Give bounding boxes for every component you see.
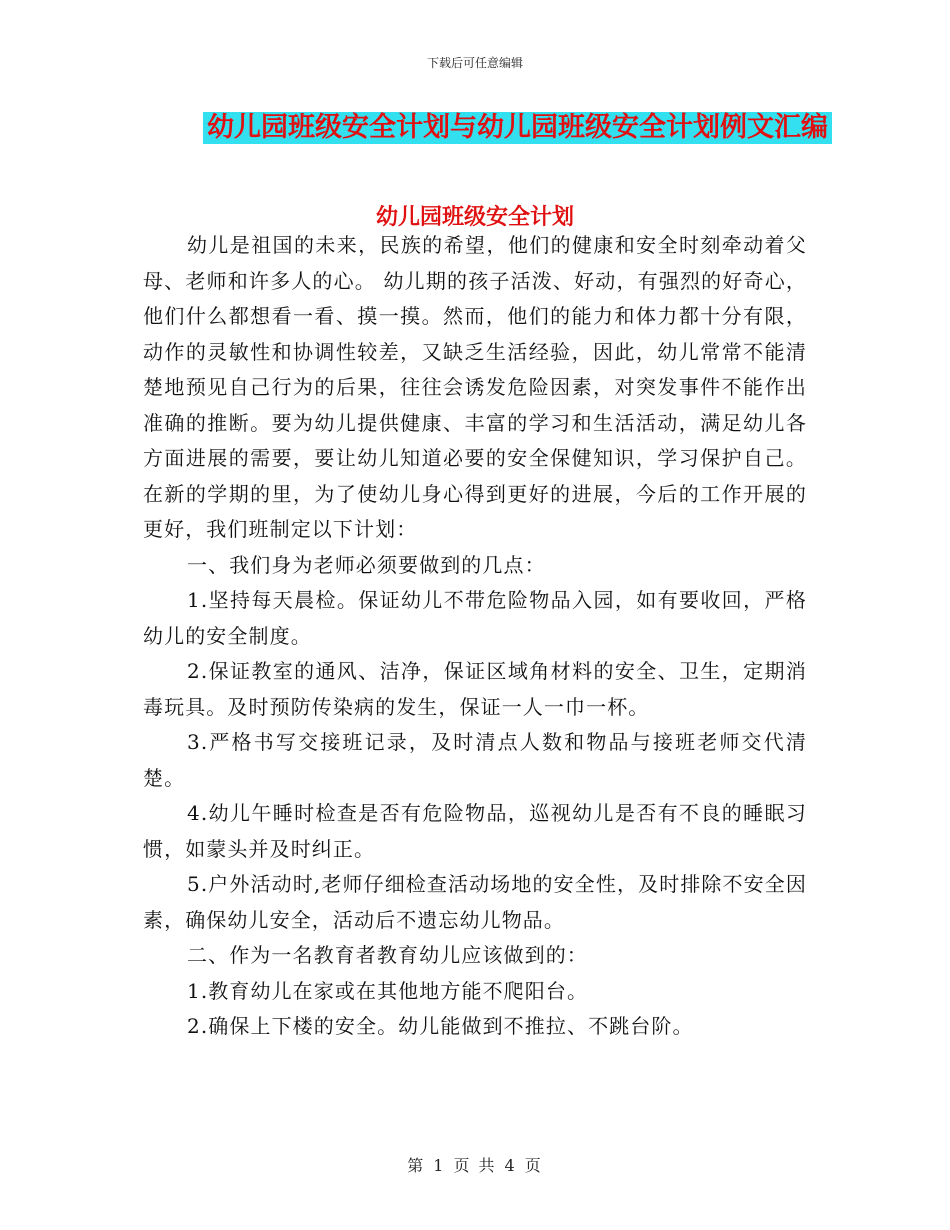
main-title-wrap <box>0 112 950 144</box>
footer-total-pages: 4 <box>504 1156 517 1175</box>
section-title: 幼儿园班级安全计划 <box>375 205 574 230</box>
footer-mid: 页 共 <box>453 1156 497 1175</box>
header-note: 下载后可任意编辑 <box>426 56 523 70</box>
paragraph-item: 2.确保上下楼的安全。幼儿能做到不推拉、不跳台阶。 <box>187 1014 694 1038</box>
paragraph-heading-education: 二、作为一名教育者教育幼儿应该做到的： <box>187 943 588 967</box>
paragraph-item: 2.保证教室的通风、洁净，保证区域角材料的安全、卫生，定期消毒玩具。及时预防传染病的发生，保证一人一巾一杯。 <box>143 659 807 719</box>
main-title: 幼儿园班级安全计划与幼儿园班级安全计划例文汇编 <box>203 112 832 144</box>
footer-suffix: 页 <box>524 1156 543 1175</box>
paragraph-intro: 幼儿是祖国的未来，民族的希望，他们的健康和安全时刻牵动着父母、老师和许多人的心。 幼儿期的孩子活泼、好动，有强烈的好奇心，他们什么都想看一看、摸一摸。然而，他们的能力和体力都十分有限，动作的灵敏性和协调性较差，又缺乏生活经验，因此，幼儿常常不能清楚地预见自己行为的后果，往往会诱发危险因素，对突发事件不能作出准确的推断。要为幼儿提供健康、丰富的学习和生活活动，满足幼儿各方面进展的需要，要让幼儿知道必要的安全保健知识，学习保护自己。在新的学期的里，为了使幼儿身心得到更好的进展，今后的工作开展的更好，我们班制定以下计划： <box>143 233 807 541</box>
document-body <box>143 228 807 1045</box>
paragraph-item: 5.户外活动时,老师仔细检查活动场地的安全性，及时排除不安全因素，确保幼儿安全，活动后不遗忘幼儿物品。 <box>143 872 807 932</box>
page-footer <box>0 1153 950 1176</box>
paragraph-item: 1.坚持每天晨检。保证幼儿不带危险物品入园，如有要收回，严格幼儿的安全制度。 <box>143 588 807 648</box>
paragraph-item: 1.教育幼儿在家或在其他地方能不爬阳台。 <box>187 978 589 1003</box>
paragraph-heading-teachers: 一、我们身为老师必须要做到的几点： <box>187 552 546 577</box>
paragraph-item: 4.幼儿午睡时检查是否有危险物品，巡视幼儿是否有不良的睡眠习惯，如蒙头并及时纠正。 <box>143 801 807 861</box>
footer-page-number: 1 <box>433 1156 446 1175</box>
footer-prefix: 第 <box>407 1156 426 1175</box>
paragraph-item: 3.严格书写交接班记录，及时清点人数和物品与接班老师交代清楚。 <box>143 730 807 790</box>
